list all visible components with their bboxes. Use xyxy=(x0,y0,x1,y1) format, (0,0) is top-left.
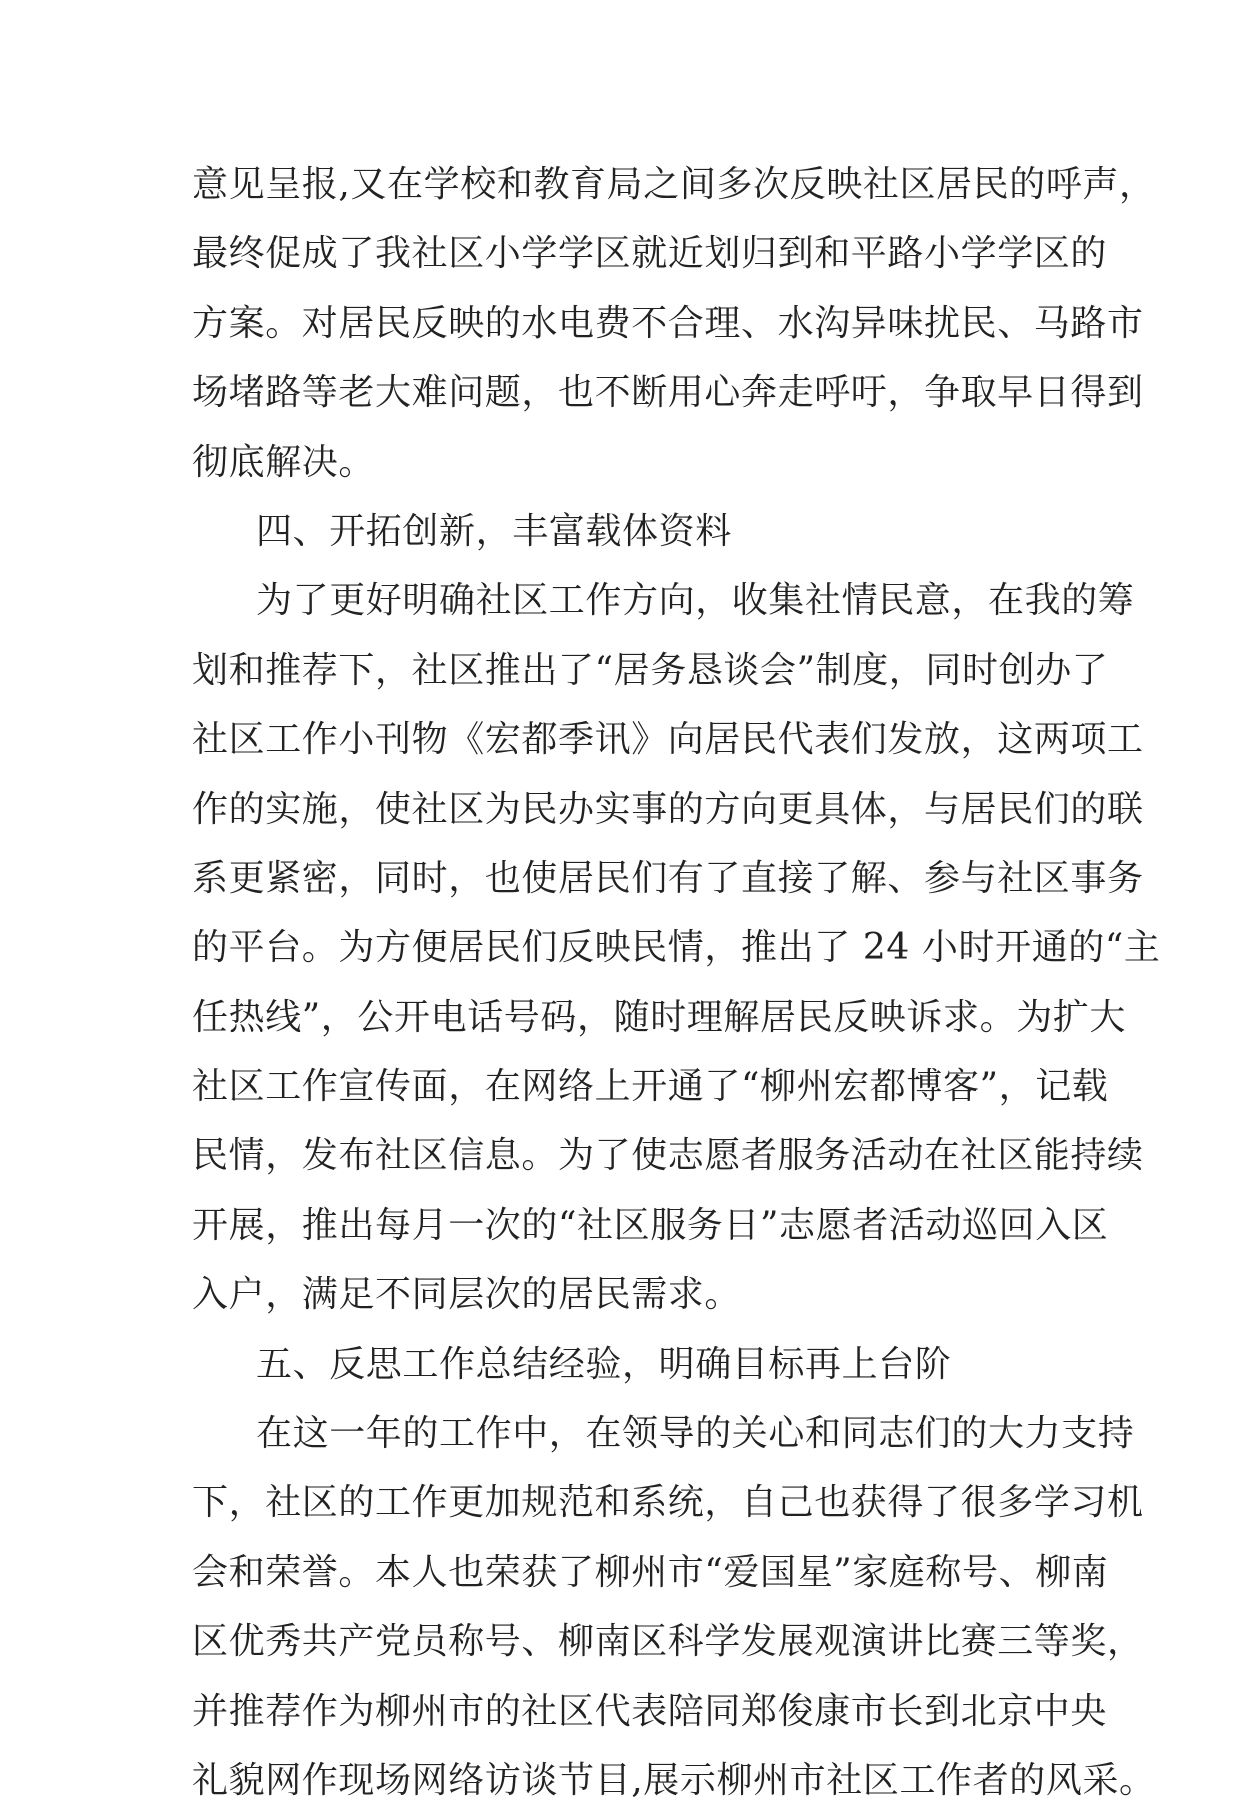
paragraph-line: 开展，推出每月一次的“社区服务日”志愿者活动巡回入区 xyxy=(192,1204,1109,1246)
paragraph-line: 礼貌网作现场网络访谈节目,展示柳州市社区工作者的风采。 xyxy=(192,1759,1156,1801)
paragraph-line: 系更紧密，同时，也使居民们有了直接了解、参与社区事务 xyxy=(192,857,1144,899)
paragraph-line: 在这一年的工作中，在领导的关心和同志们的大力支持 xyxy=(256,1413,1135,1455)
paragraph-line: 会和荣誉。本人也荣获了柳州市“爱国星”家庭称号、柳南 xyxy=(192,1551,1109,1593)
paragraph-line: 社区工作小刊物《宏都季讯》向居民代表们发放，这两项工 xyxy=(192,719,1144,761)
paragraph-line: 意见呈报,又在学校和教育局之间多次反映社区居民的呼声， xyxy=(192,164,1156,205)
paragraph-line: 方案。对居民反映的水电费不合理、水沟异味扰民、马路市 xyxy=(192,302,1144,344)
paragraph-line: 社区工作宣传面，在网络上开通了“柳州宏都博客”，记载 xyxy=(192,1066,1109,1108)
paragraph-line: 区优秀共产党员称号、柳南区科学发展观演讲比赛三等奖， xyxy=(192,1621,1144,1663)
paragraph-line: 下，社区的工作更加规范和系统，自己也获得了很多学习机 xyxy=(192,1482,1144,1524)
paragraph-line: 民情，发布社区信息。为了使志愿者服务活动在社区能持续 xyxy=(192,1135,1144,1177)
paragraph-line: 场堵路等老大难问题，也不断用心奔走呼吁，争取早日得到 xyxy=(192,372,1144,414)
paragraph-line: 为了更好明确社区工作方向，收集社情民意，在我的筹 xyxy=(256,580,1135,622)
paragraph-line: 入户，满足不同层次的居民需求。 xyxy=(192,1274,742,1316)
document-body xyxy=(192,150,1161,1815)
paragraph-line: 并推荐作为柳州市的社区代表陪同郑俊康市长到北京中央 xyxy=(192,1690,1108,1732)
paragraph-line: 划和推荐下，社区推出了“居务恳谈会”制度，同时创办了 xyxy=(192,649,1109,691)
paragraph-line: 任热线”，公开电话号码，随时理解居民反映诉求。为扩大 xyxy=(192,996,1127,1038)
section-heading: 四、开拓创新，丰富载体资料 xyxy=(256,510,732,552)
paragraph-line: 彻底解决。 xyxy=(192,441,376,483)
section-heading: 五、反思工作总结经验，明确目标再上台阶 xyxy=(256,1343,952,1385)
paragraph-line: 最终促成了我社区小学学区就近划归到和平路小学学区的 xyxy=(192,233,1108,275)
paragraph-line: 作的实施，使社区为民办实事的方向更具体，与居民们的联 xyxy=(192,788,1144,830)
paragraph-line: 的平台。为方便居民们反映民情，推出了 24 小时开通的“主 xyxy=(192,927,1161,969)
